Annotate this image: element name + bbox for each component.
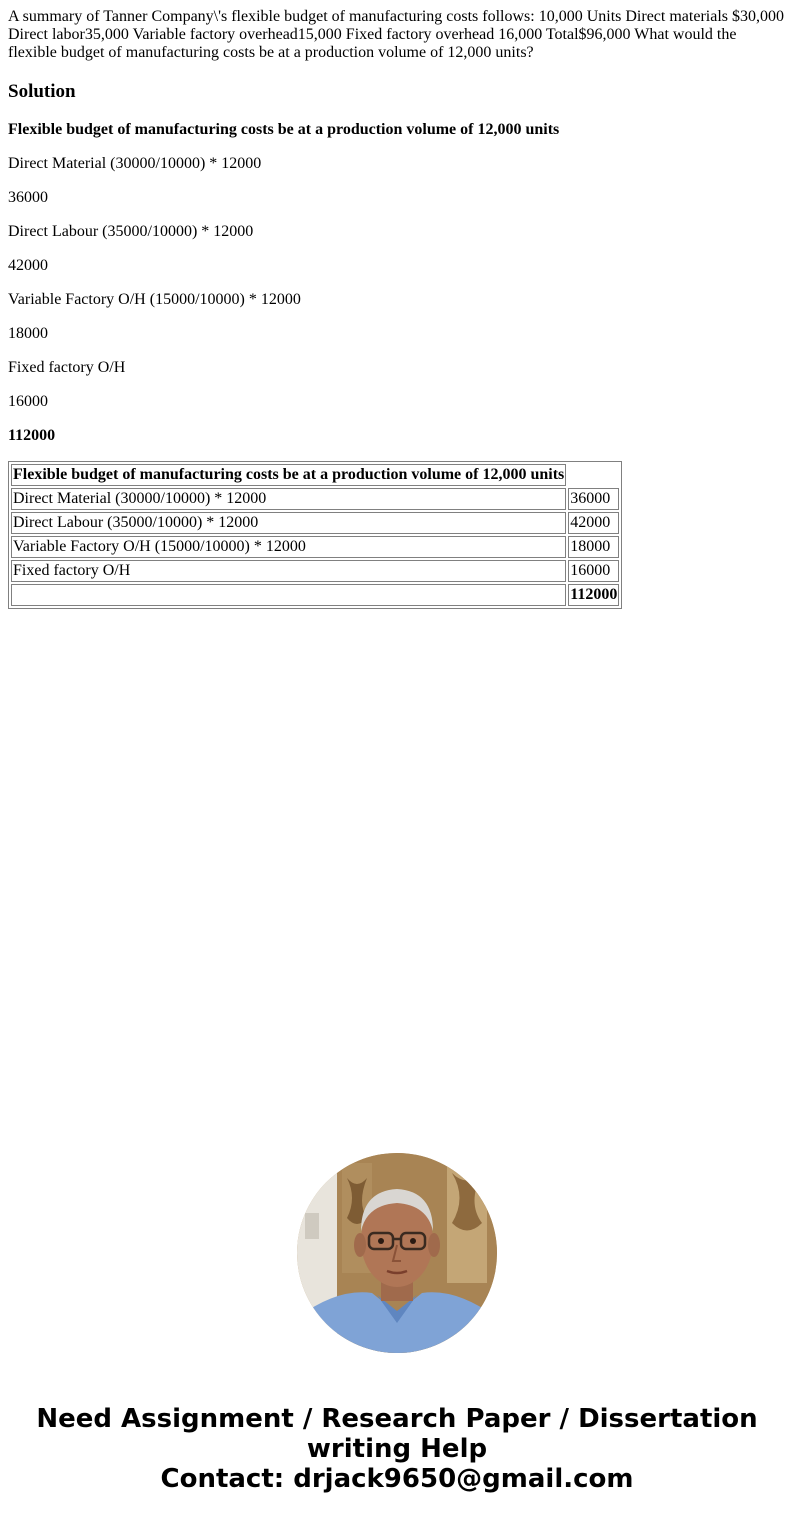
table-row-value: 42000 (568, 512, 619, 534)
solution-subheading: Flexible budget of manufacturing costs be at a production volume of 12,000 units (8, 121, 560, 138)
avatar-portrait-image (297, 1153, 497, 1353)
footer-line-1: Need Assignment / Research Paper / Dissertation (36, 1404, 758, 1434)
table-row-value: 36000 (568, 488, 619, 510)
table-total-label (11, 584, 566, 606)
table-row (11, 560, 619, 582)
solution-heading: Solution (8, 81, 76, 102)
table-header-cell: Flexible budget of manufacturing costs be at a production volume of 12,000 units (11, 464, 566, 486)
solution-line-direct-material: Direct Material (30000/10000) * 12000 (8, 155, 262, 172)
table-total-value: 112000 (568, 584, 619, 606)
table-row-value: 18000 (568, 536, 619, 558)
table-row-label: Direct Labour (35000/10000) * 12000 (11, 512, 566, 534)
solution-value-fixed-overhead: 16000 (8, 393, 48, 410)
footer-advertisement (0, 1404, 794, 1494)
solution-value-variable-overhead: 18000 (8, 325, 48, 342)
author-avatar (297, 1153, 497, 1353)
table-row (11, 512, 619, 534)
footer-line-2: writing Help (306, 1434, 488, 1464)
table-row (11, 536, 619, 558)
solution-value-direct-labour: 42000 (8, 257, 48, 274)
table-row-label: Direct Material (30000/10000) * 12000 (11, 488, 566, 510)
table-header-empty-cell (568, 464, 619, 486)
question-text: A summary of Tanner Company\'s flexible budget of manufacturing costs follows: 10,000 Units Direct materials $30,000 Direct labor35,000 Variable factory overhead15,000 Fixed factory overhead 16,000 Total$96,000 What would the flexible budget of manufacturing costs be at a production volume of 12,000 units? (8, 8, 784, 61)
document-content (0, 0, 794, 609)
table-row-label: Fixed factory O/H (11, 560, 566, 582)
budget-table (8, 461, 622, 609)
solution-line-fixed-overhead: Fixed factory O/H (8, 359, 126, 376)
table-row-value: 16000 (568, 560, 619, 582)
table-header-row (11, 464, 619, 486)
table-row (11, 488, 619, 510)
solution-line-direct-labour: Direct Labour (35000/10000) * 12000 (8, 223, 254, 240)
footer-contact: Contact: drjack9650@gmail.com (160, 1464, 634, 1494)
table-row-label: Variable Factory O/H (15000/10000) * 12000 (11, 536, 566, 558)
solution-total: 112000 (8, 427, 56, 444)
solution-value-direct-material: 36000 (8, 189, 48, 206)
solution-line-variable-overhead: Variable Factory O/H (15000/10000) * 12000 (8, 291, 301, 308)
table-total-row (11, 584, 619, 606)
